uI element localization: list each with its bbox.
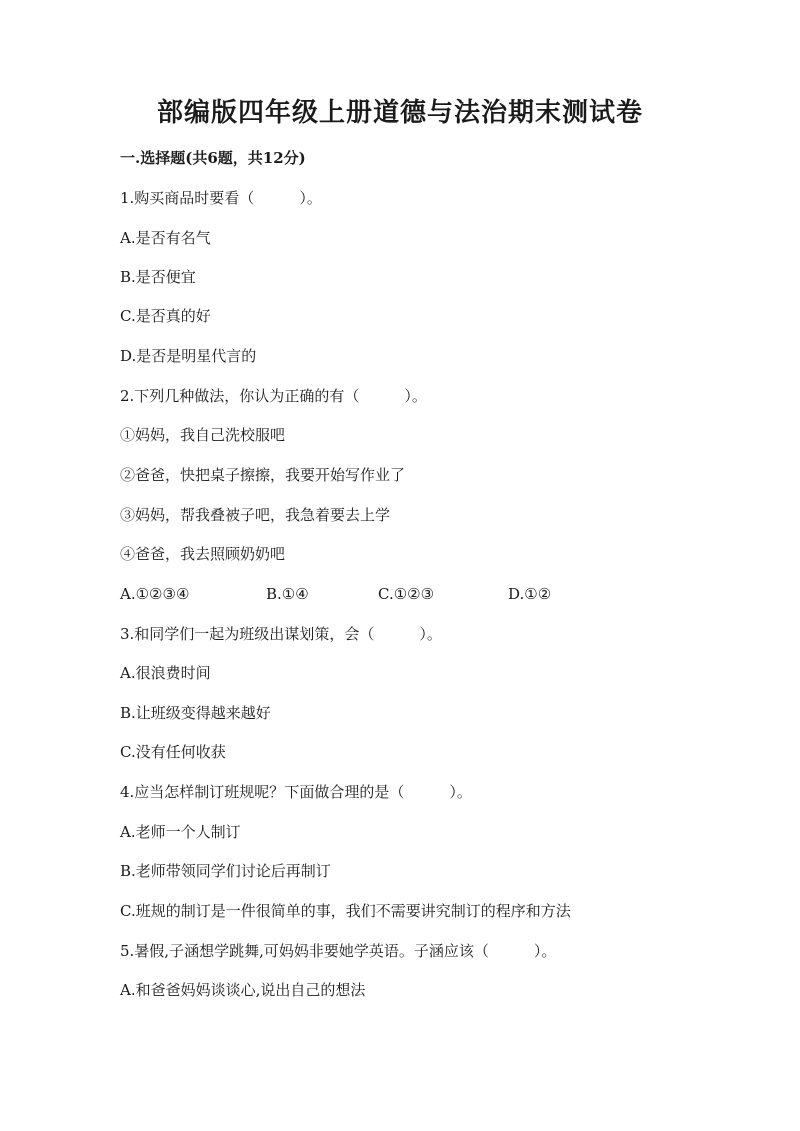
question-4-stem: 4.应当怎样制订班规呢？下面做合理的是（ ）。 [120, 783, 472, 801]
question-1-option-c: C.是否真的好 [120, 307, 211, 325]
question-5-stem: 5.暑假,子涵想学跳舞,可妈妈非要她学英语。子涵应该（ ）。 [120, 942, 557, 960]
question-2-option-a: A.①②③④ [120, 585, 190, 603]
question-5-option-a: A.和爸爸妈妈谈谈心,说出自己的想法 [120, 981, 366, 999]
question-2-option-c: C.①②③ [378, 585, 435, 603]
question-2-options [120, 584, 700, 604]
question-1-option-d: D.是否是明星代言的 [120, 347, 257, 365]
question-2-statement-2: ②爸爸，快把桌子擦擦，我要开始写作业了 [120, 466, 406, 484]
question-1-stem: 1.购买商品时要看（ ）。 [120, 189, 322, 207]
question-2-option-b: B.①④ [266, 585, 309, 603]
question-3-option-c: C.没有任何收获 [120, 743, 226, 761]
question-3-option-a: A.很浪费时间 [120, 664, 211, 682]
question-3-stem: 3.和同学们一起为班级出谋划策，会（ ）。 [120, 625, 442, 643]
question-1-option-a: A.是否有名气 [120, 229, 211, 247]
question-2-stem: 2.下列几种做法，你认为正确的有（ ）。 [120, 387, 427, 405]
question-3-option-b: B.让班级变得越来越好 [120, 704, 271, 722]
question-2-statement-4: ④爸爸，我去照顾奶奶吧 [120, 545, 286, 563]
question-4-option-b: B.老师带领同学们讨论后再制订 [120, 862, 331, 880]
section-heading: 一.选择题(共6题，共12分) [120, 149, 306, 167]
page-title: 部编版四年级上册道德与法治期末测试卷 [156, 98, 643, 128]
question-2-statement-3: ③妈妈，帮我叠被子吧，我急着要去上学 [120, 506, 391, 524]
question-2-statement-1: ①妈妈，我自己洗校服吧 [120, 426, 286, 444]
question-4-option-a: A.老师一个人制订 [120, 823, 241, 841]
question-4-option-c: C.班规的制订是一件很简单的事，我们不需要讲究制订的程序和方法 [120, 902, 571, 920]
question-2-option-d: D.①② [508, 585, 552, 603]
question-1-option-b: B.是否便宜 [120, 268, 196, 286]
